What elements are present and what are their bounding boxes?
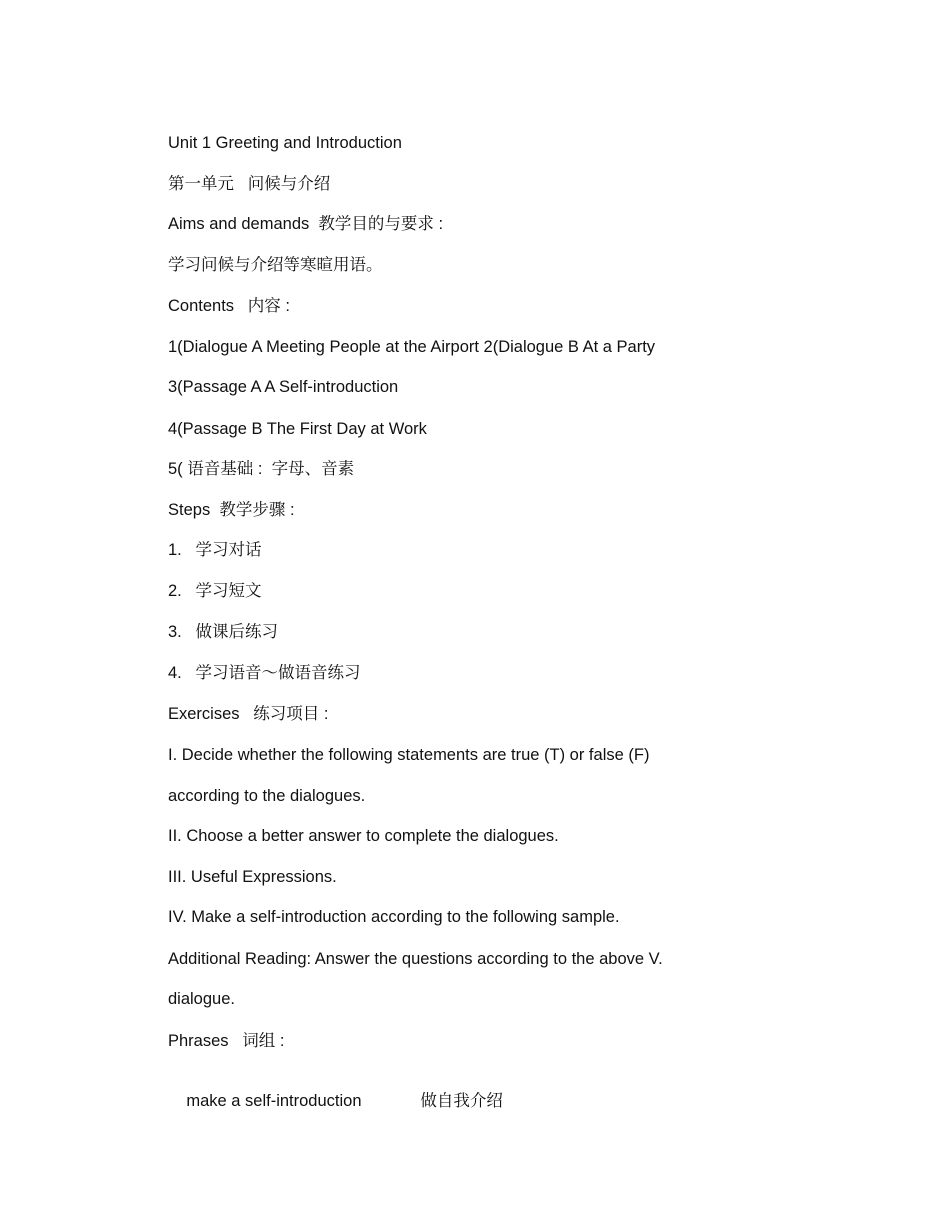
contents-item: 3(Passage A A Self-introduction [168, 378, 399, 396]
steps-heading: Steps 教学步骤 : [168, 501, 295, 519]
phrase-chinese: 做自我介绍 [420, 1092, 503, 1110]
phrase-english: make a self-introduction [186, 1092, 362, 1110]
exercise-item: IV. Make a self-introduction according to the following sample. [168, 908, 620, 926]
contents-item: 4(Passage B The First Day at Work [168, 420, 427, 438]
unit-title-cn: 第一单元 问候与介绍 [168, 175, 331, 193]
exercise-item: I. Decide whether the following statements are true (T) or false (F) [168, 746, 650, 764]
exercise-item: Additional Reading: Answer the questions according to the above V. [168, 950, 663, 968]
exercise-item: III. Useful Expressions. [168, 868, 337, 886]
contents-item: 1(Dialogue A Meeting People at the Airport 2(Dialogue B At a Party [168, 338, 656, 356]
exercise-item: according to the dialogues. [168, 787, 366, 805]
contents-heading: Contents 内容 : [168, 297, 290, 315]
aims-heading: Aims and demands 教学目的与要求 : [168, 215, 444, 233]
steps-item: 2. 学习短文 [168, 582, 262, 600]
unit-title: Unit 1 Greeting and Introduction [168, 134, 402, 152]
aims-body: 学习问候与介绍等寒暄用语。 [168, 256, 383, 274]
steps-item: 3. 做课后练习 [168, 623, 279, 641]
contents-item: 5( 语音基础 : 字母、音素 [168, 460, 355, 478]
phrases-heading: Phrases 词组 : [168, 1032, 285, 1050]
exercise-item: dialogue. [168, 990, 235, 1008]
exercises-heading: Exercises 练习项目 : [168, 705, 329, 723]
steps-item: 1. 学习对话 [168, 541, 262, 559]
steps-item: 4. 学习语音～做语音练习 [168, 664, 361, 682]
exercise-item: II. Choose a better answer to complete the dialogues. [168, 827, 559, 845]
phrase-row [168, 1071, 503, 1131]
